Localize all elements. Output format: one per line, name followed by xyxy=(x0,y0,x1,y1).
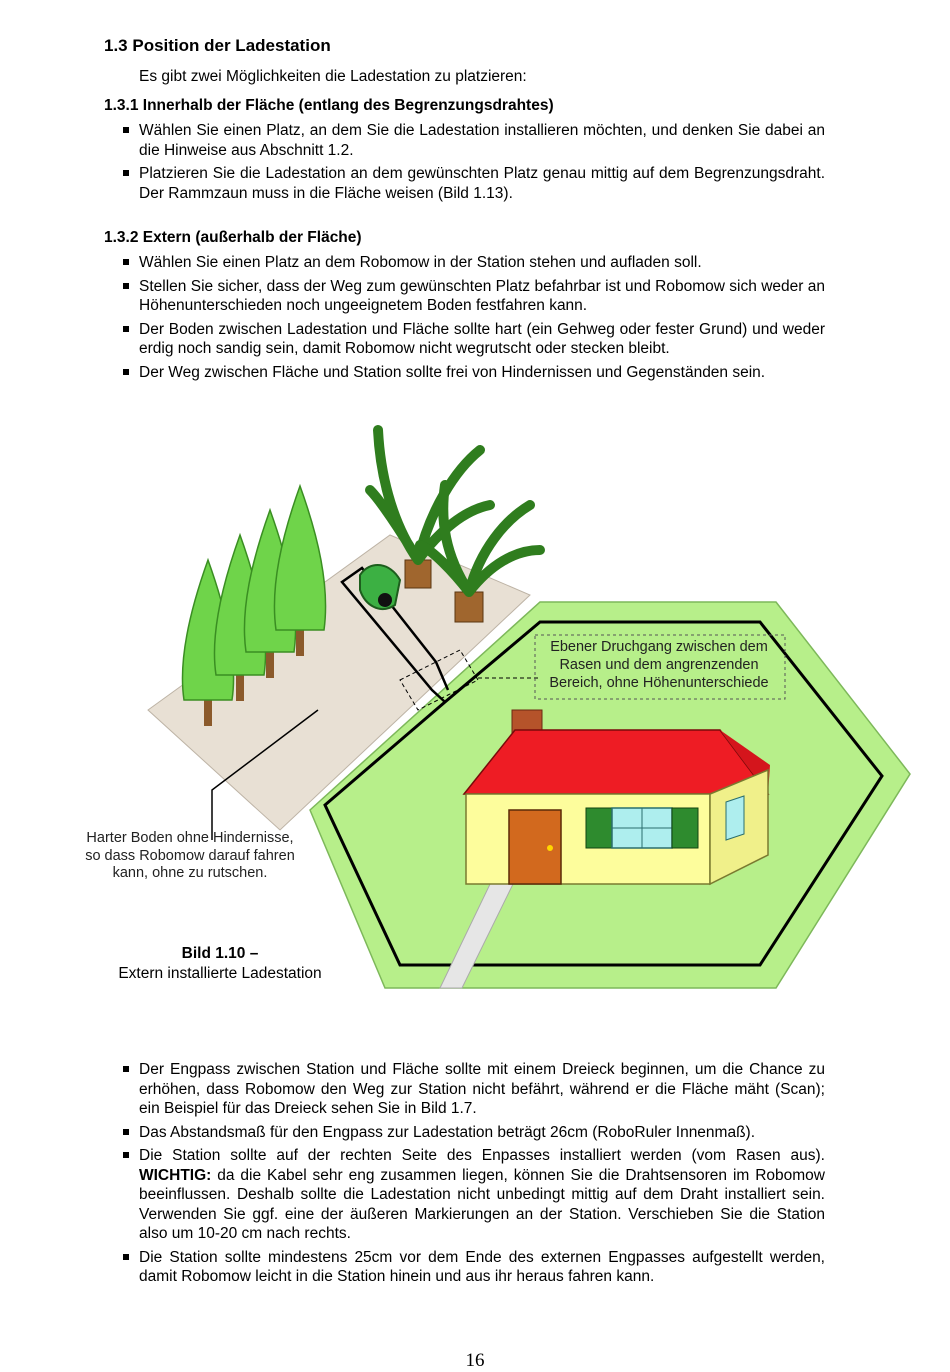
tree-icon xyxy=(274,486,325,656)
list-item-text: da die Kabel sehr eng zusammen liegen, können Sie die Drahtsensoren im Robomow beeinflussen. Deshalb sollte die Ladestation nicht unbedingt mittig auf dem Draht installiert sein. Verwenden Sie ggf. eine der äußeren Markierungen an der Station. Verschieben Sie die Station also um 10-20 cm nach rechts. xyxy=(139,1166,825,1242)
warning-label: WICHTIG: xyxy=(139,1166,212,1184)
list-item xyxy=(139,1146,825,1244)
list-item-text: Die Station sollte auf der rechten Seite des Enpasses installiert werden (vom Rasen aus). xyxy=(139,1147,825,1164)
shutter-left xyxy=(586,808,612,848)
list-item: Die Station sollte mindestens 25cm vor dem Ende des externen Engpasses aufgestellt werden, damit Robomow leicht in die Station hinein und aus ihr heraus fahren kann. xyxy=(139,1248,825,1285)
list-item: Platzieren Sie die Ladestation an dem gewünschten Platz genau mittig auf dem Begrenzungsdraht. Der Rammzaun muss in die Fläche weisen (Bild 1.13). xyxy=(139,165,825,202)
section-title: 1.3 Position der Ladestation xyxy=(104,36,331,55)
figure-title: Extern installierte Ladestation xyxy=(118,965,322,982)
callout-passage: Ebener Druchgang zwischen dem Rasen und dem angrenzenden Bereich, ohne Höhenunterschiede xyxy=(549,639,769,691)
subsection-title-external: 1.3.2 Extern (außerhalb der Fläche) xyxy=(104,229,362,246)
bullet-list-inside xyxy=(139,121,825,207)
roof xyxy=(464,730,768,794)
list-item: Der Boden zwischen Ladestation und Fläche sollte hart (ein Gehweg oder fester Grund) und weder erdig noch sandig sein, damit Robomow nicht wegrutscht oder stecken bleibt. xyxy=(139,320,825,357)
subsection-title-inside: 1.3.1 Innerhalb der Fläche (entlang des Begrenzungsdrahtes) xyxy=(104,97,554,114)
shutter-right xyxy=(672,808,698,848)
section-intro: Es gibt zwei Möglichkeiten die Ladestation zu platzieren: xyxy=(139,68,527,85)
callout-hard-ground: Harter Boden ohne Hindernisse, so dass Robomow darauf fahren kann, ohne zu rutschen. xyxy=(85,830,295,881)
house xyxy=(464,710,770,884)
side-window xyxy=(726,796,744,840)
bullet-list-external-continued xyxy=(139,1060,825,1291)
list-item: Der Engpass zwischen Station und Fläche sollte mit einem Dreieck beginnen, um die Chance zu erhöhen, dass Robomow den Weg zur Station nicht befährt, während er die Fläche mäht (Scan); ein Beispiel für das Dreieck sehen Sie in Bild 1.7. xyxy=(139,1061,825,1117)
list-item: Wählen Sie einen Platz an dem Robomow in der Station stehen und aufladen soll. xyxy=(139,253,825,273)
garden-illustration xyxy=(60,410,920,1010)
door xyxy=(509,810,561,884)
figure-caption xyxy=(90,944,350,984)
page-number: 16 xyxy=(465,1350,485,1371)
list-item: Wählen Sie einen Platz, an dem Sie die Ladestation installieren möchten, und denken Sie dabei an die Hinweise aus Abschnitt 1.2. xyxy=(139,122,825,159)
list-item: Der Weg zwischen Fläche und Station sollte frei von Hindernissen und Gegenständen sein. xyxy=(139,363,825,383)
bullet-list-external xyxy=(139,253,825,386)
figure-number: Bild 1.10 – xyxy=(181,945,259,962)
list-item: Stellen Sie sicher, dass der Weg zum gewünschten Platz befahrbar ist und Robomow sich weder an Höhenunterschieden noch ungeeignetem Boden festfahren kann. xyxy=(139,277,825,314)
list-item: Das Abstandsmaß für den Engpass zur Ladestation beträgt 26cm (RoboRuler Innenmaß). xyxy=(139,1123,825,1143)
